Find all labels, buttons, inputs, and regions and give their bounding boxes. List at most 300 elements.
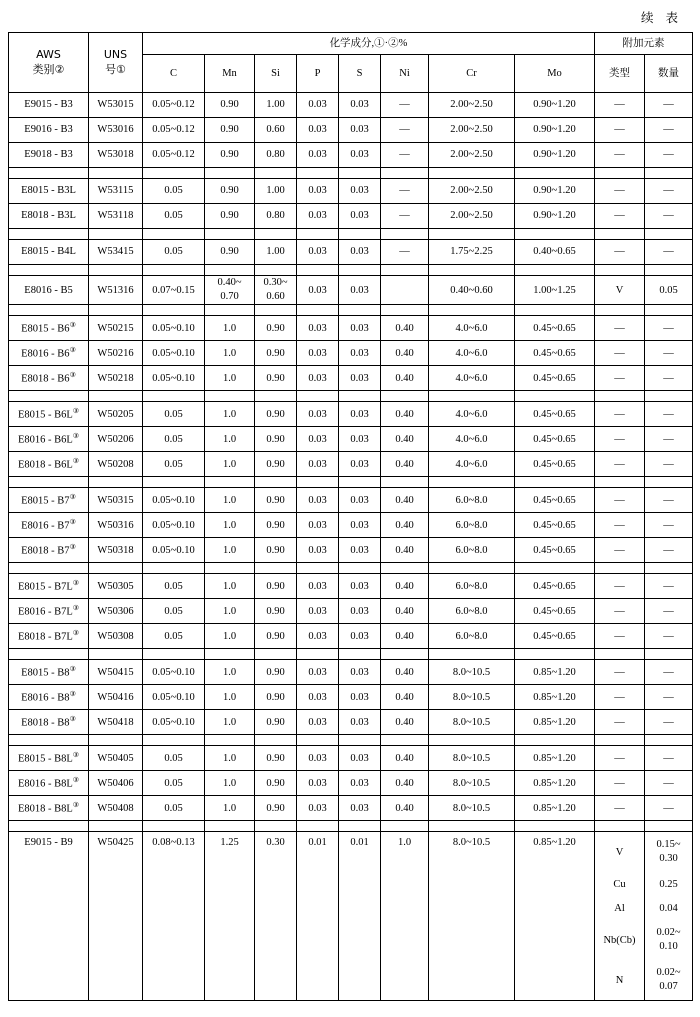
spacer-cell xyxy=(255,305,297,316)
group-spacer xyxy=(9,735,693,746)
header-uns-line1: UNS xyxy=(103,47,128,61)
spacer-cell xyxy=(381,477,429,488)
spacer-cell xyxy=(205,229,255,240)
cell-si: 0.90 xyxy=(255,746,297,771)
cell-additional-type: — xyxy=(595,624,645,649)
cell-additional-qty: — xyxy=(645,796,693,821)
cell-aws-class: E9015 - B3 xyxy=(9,93,89,118)
spacer-cell xyxy=(429,229,515,240)
header-uns-line2: 号① xyxy=(105,62,126,76)
spacer-cell xyxy=(297,229,339,240)
cell-additional-qty: — xyxy=(645,179,693,204)
cell-uns-number: W53415 xyxy=(89,240,143,265)
spacer-cell xyxy=(429,168,515,179)
spacer-cell xyxy=(9,265,89,276)
cell-mo: 0.45~0.65 xyxy=(515,402,595,427)
cell-si: 1.00 xyxy=(255,179,297,204)
cell-additional-type: — xyxy=(595,341,645,366)
cell-additional-type: — xyxy=(595,685,645,710)
table-row xyxy=(9,488,693,513)
spacer-cell xyxy=(645,265,693,276)
spacer-cell xyxy=(645,168,693,179)
cell-ni: — xyxy=(381,179,429,204)
cell-aws-class: E8016 - B7③ xyxy=(9,513,89,538)
cell-c: 0.05~0.10 xyxy=(143,316,205,341)
cell-aws-class: E8018 - B8③ xyxy=(9,710,89,735)
cell-mn: 0.90 xyxy=(205,93,255,118)
cell-mn: 1.25 xyxy=(205,832,255,1001)
cell-additional-qty: 0.15~ 0.30 xyxy=(645,832,693,873)
spacer-cell xyxy=(205,305,255,316)
cell-aws-class: E8018 - B7③ xyxy=(9,538,89,563)
header-aws-line2: 类别② xyxy=(32,62,65,76)
cell-additional-qty: 0.02~ 0.10 xyxy=(645,920,693,960)
table-row xyxy=(9,832,693,873)
cell-additional-type: — xyxy=(595,746,645,771)
spacer-cell xyxy=(595,305,645,316)
header-aws-line1: AWS xyxy=(36,47,61,61)
header-element-mn: Mn xyxy=(205,55,255,93)
spacer-cell xyxy=(429,265,515,276)
cell-additional-type: — xyxy=(595,93,645,118)
spacer-cell xyxy=(515,477,595,488)
cell-ni: — xyxy=(381,240,429,265)
spacer-cell xyxy=(595,477,645,488)
cell-mo: 0.45~0.65 xyxy=(515,341,595,366)
cell-additional-qty: — xyxy=(645,204,693,229)
cell-additional-qty: — xyxy=(645,574,693,599)
cell-uns-number: W50416 xyxy=(89,685,143,710)
spacer-cell xyxy=(595,229,645,240)
spacer-cell xyxy=(645,735,693,746)
cell-additional-type: — xyxy=(595,452,645,477)
cell-mn: 1.0 xyxy=(205,710,255,735)
table-row xyxy=(9,143,693,168)
spacer-cell xyxy=(595,265,645,276)
cell-c: 0.05 xyxy=(143,240,205,265)
spacer-cell xyxy=(143,229,205,240)
spacer-cell xyxy=(645,305,693,316)
cell-si: 0.90 xyxy=(255,488,297,513)
table-row xyxy=(9,427,693,452)
cell-ni: 0.40 xyxy=(381,574,429,599)
cell-additional-type: — xyxy=(595,771,645,796)
table-row xyxy=(9,771,693,796)
cell-p: 0.03 xyxy=(297,624,339,649)
spacer-cell xyxy=(515,305,595,316)
cell-p: 0.03 xyxy=(297,427,339,452)
cell-uns-number: W50308 xyxy=(89,624,143,649)
cell-additional-type: Al xyxy=(595,896,645,920)
spacer-cell xyxy=(339,821,381,832)
cell-aws-class: E8015 - B8③ xyxy=(9,660,89,685)
header-element-s: S xyxy=(339,55,381,93)
spacer-cell xyxy=(205,735,255,746)
cell-additional-type: — xyxy=(595,538,645,563)
spacer-cell xyxy=(143,477,205,488)
group-spacer xyxy=(9,391,693,402)
cell-ni: 0.40 xyxy=(381,660,429,685)
group-spacer xyxy=(9,477,693,488)
cell-si: 0.90 xyxy=(255,513,297,538)
header-aws-class xyxy=(9,33,89,93)
cell-s: 0.03 xyxy=(339,452,381,477)
cell-c: 0.05 xyxy=(143,599,205,624)
spacer-cell xyxy=(515,735,595,746)
cell-s: 0.03 xyxy=(339,240,381,265)
cell-p: 0.03 xyxy=(297,685,339,710)
cell-s: 0.03 xyxy=(339,143,381,168)
cell-mn: 1.0 xyxy=(205,402,255,427)
cell-mo: 0.85~1.20 xyxy=(515,796,595,821)
cell-cr: 2.00~2.50 xyxy=(429,118,515,143)
cell-p: 0.03 xyxy=(297,93,339,118)
table-row xyxy=(9,118,693,143)
cell-si: 0.80 xyxy=(255,204,297,229)
spacer-cell xyxy=(297,735,339,746)
cell-additional-qty: — xyxy=(645,538,693,563)
spacer-cell xyxy=(255,735,297,746)
spacer-cell xyxy=(205,563,255,574)
cell-aws-class: E8015 - B4L xyxy=(9,240,89,265)
cell-ni: 0.40 xyxy=(381,624,429,649)
cell-mn: 0.90 xyxy=(205,240,255,265)
cell-p: 0.03 xyxy=(297,796,339,821)
cell-ni: 0.40 xyxy=(381,796,429,821)
cell-si: 0.90 xyxy=(255,366,297,391)
cell-mn: 0.90 xyxy=(205,179,255,204)
cell-s: 0.03 xyxy=(339,624,381,649)
cell-si: 0.90 xyxy=(255,452,297,477)
cell-c: 0.05~0.10 xyxy=(143,685,205,710)
cell-aws-class: E9018 - B3 xyxy=(9,143,89,168)
cell-mo: 0.45~0.65 xyxy=(515,488,595,513)
cell-additional-qty: 0.25 xyxy=(645,872,693,896)
cell-ni: 0.40 xyxy=(381,746,429,771)
table-row xyxy=(9,366,693,391)
cell-s: 0.01 xyxy=(339,832,381,1001)
spacer-cell xyxy=(255,391,297,402)
cell-p: 0.01 xyxy=(297,832,339,1001)
cell-si: 0.80 xyxy=(255,143,297,168)
header-additional-elements: 附加元素 xyxy=(595,33,693,55)
spacer-cell xyxy=(143,821,205,832)
cell-uns-number: W50408 xyxy=(89,796,143,821)
header-additional-type: 类型 xyxy=(595,55,645,93)
spacer-cell xyxy=(381,305,429,316)
cell-additional-type: — xyxy=(595,660,645,685)
cell-additional-qty: — xyxy=(645,366,693,391)
cell-si: 0.90 xyxy=(255,316,297,341)
cell-mo: 0.40~0.65 xyxy=(515,240,595,265)
cell-cr: 6.0~8.0 xyxy=(429,488,515,513)
cell-mn: 1.0 xyxy=(205,685,255,710)
cell-c: 0.05 xyxy=(143,452,205,477)
cell-mn: 1.0 xyxy=(205,366,255,391)
cell-uns-number: W50318 xyxy=(89,538,143,563)
cell-p: 0.03 xyxy=(297,118,339,143)
cell-additional-type: V xyxy=(595,276,645,305)
cell-mo: 0.90~1.20 xyxy=(515,143,595,168)
spacer-cell xyxy=(297,168,339,179)
cell-mo: 0.45~0.65 xyxy=(515,316,595,341)
cell-mn: 1.0 xyxy=(205,316,255,341)
cell-c: 0.07~0.15 xyxy=(143,276,205,305)
cell-s: 0.03 xyxy=(339,513,381,538)
cell-cr: 8.0~10.5 xyxy=(429,685,515,710)
cell-c: 0.05~0.10 xyxy=(143,341,205,366)
cell-p: 0.03 xyxy=(297,660,339,685)
cell-cr: 4.0~6.0 xyxy=(429,366,515,391)
cell-c: 0.05 xyxy=(143,771,205,796)
spacer-cell xyxy=(9,821,89,832)
cell-additional-type: — xyxy=(595,796,645,821)
cell-additional-qty: — xyxy=(645,341,693,366)
spacer-cell xyxy=(429,649,515,660)
table-row xyxy=(9,276,693,305)
spacer-cell xyxy=(255,229,297,240)
spacer-cell xyxy=(595,649,645,660)
cell-additional-qty: — xyxy=(645,488,693,513)
cell-si: 0.90 xyxy=(255,599,297,624)
cell-c: 0.05~0.10 xyxy=(143,710,205,735)
cell-mo: 0.45~0.65 xyxy=(515,538,595,563)
spacer-cell xyxy=(515,168,595,179)
header-chemical-composition: 化学成分,①·②% xyxy=(143,33,595,55)
cell-cr: 8.0~10.5 xyxy=(429,746,515,771)
cell-aws-class: E8018 - B6L③ xyxy=(9,452,89,477)
cell-aws-class: E8015 - B6③ xyxy=(9,316,89,341)
cell-cr: 2.00~2.50 xyxy=(429,143,515,168)
spacer-cell xyxy=(297,821,339,832)
table-row xyxy=(9,316,693,341)
cell-uns-number: W51316 xyxy=(89,276,143,305)
cell-uns-number: W50206 xyxy=(89,427,143,452)
cell-ni: — xyxy=(381,204,429,229)
cell-cr: 8.0~10.5 xyxy=(429,710,515,735)
spacer-cell xyxy=(89,229,143,240)
cell-mn: 1.0 xyxy=(205,452,255,477)
spacer-cell xyxy=(645,563,693,574)
spacer-cell xyxy=(381,265,429,276)
table-row xyxy=(9,574,693,599)
cell-aws-class: E8016 - B8③ xyxy=(9,685,89,710)
bottom-edge-left xyxy=(9,1001,595,1002)
spacer-cell xyxy=(205,477,255,488)
table-row xyxy=(9,240,693,265)
cell-c: 0.05 xyxy=(143,427,205,452)
cell-ni: — xyxy=(381,143,429,168)
cell-mn: 1.0 xyxy=(205,427,255,452)
cell-cr: 8.0~10.5 xyxy=(429,771,515,796)
cell-p: 0.03 xyxy=(297,366,339,391)
cell-cr: 4.0~6.0 xyxy=(429,316,515,341)
spacer-cell xyxy=(255,477,297,488)
cell-additional-qty: — xyxy=(645,402,693,427)
group-spacer xyxy=(9,649,693,660)
spacer-cell xyxy=(381,563,429,574)
header-element-mo: Mo xyxy=(515,55,595,93)
cell-ni: 0.40 xyxy=(381,316,429,341)
cell-uns-number: W50418 xyxy=(89,710,143,735)
cell-cr: 8.0~10.5 xyxy=(429,660,515,685)
bottom-edge-right xyxy=(595,1001,693,1002)
cell-mn: 1.0 xyxy=(205,513,255,538)
cell-additional-type: Cu xyxy=(595,872,645,896)
cell-mo: 0.45~0.65 xyxy=(515,366,595,391)
cell-c: 0.05 xyxy=(143,402,205,427)
spacer-cell xyxy=(9,305,89,316)
cell-aws-class: E9015 - B9 xyxy=(9,832,89,1001)
spacer-cell xyxy=(595,168,645,179)
cell-p: 0.03 xyxy=(297,316,339,341)
spacer-cell xyxy=(645,821,693,832)
spacer-cell xyxy=(143,168,205,179)
cell-aws-class: E8018 - B3L xyxy=(9,204,89,229)
spacer-cell xyxy=(89,821,143,832)
cell-cr: 0.40~0.60 xyxy=(429,276,515,305)
cell-additional-qty: — xyxy=(645,624,693,649)
table-row xyxy=(9,599,693,624)
spacer-cell xyxy=(89,168,143,179)
cell-p: 0.03 xyxy=(297,452,339,477)
cell-aws-class: E8015 - B6L③ xyxy=(9,402,89,427)
cell-si: 0.90 xyxy=(255,796,297,821)
cell-cr: 2.00~2.50 xyxy=(429,93,515,118)
cell-mo: 0.90~1.20 xyxy=(515,179,595,204)
spacer-cell xyxy=(143,735,205,746)
cell-aws-class: E8015 - B8L③ xyxy=(9,746,89,771)
spacer-cell xyxy=(645,391,693,402)
spacer-cell xyxy=(381,821,429,832)
table-row xyxy=(9,452,693,477)
table-row xyxy=(9,710,693,735)
spacer-cell xyxy=(89,265,143,276)
cell-c: 0.05 xyxy=(143,746,205,771)
cell-mo: 0.85~1.20 xyxy=(515,710,595,735)
cell-c: 0.05 xyxy=(143,574,205,599)
cell-cr: 4.0~6.0 xyxy=(429,402,515,427)
spacer-cell xyxy=(297,477,339,488)
cell-cr: 8.0~10.5 xyxy=(429,796,515,821)
cell-uns-number: W50405 xyxy=(89,746,143,771)
header-element-p: P xyxy=(297,55,339,93)
cell-mo: 0.45~0.65 xyxy=(515,574,595,599)
cell-c: 0.05 xyxy=(143,796,205,821)
spacer-cell xyxy=(297,391,339,402)
cell-s: 0.03 xyxy=(339,746,381,771)
cell-s: 0.03 xyxy=(339,427,381,452)
spacer-cell xyxy=(9,229,89,240)
cell-s: 0.03 xyxy=(339,93,381,118)
cell-mo: 0.45~0.65 xyxy=(515,624,595,649)
cell-p: 0.03 xyxy=(297,179,339,204)
table-row xyxy=(9,179,693,204)
spacer-cell xyxy=(515,649,595,660)
cell-ni: 0.40 xyxy=(381,599,429,624)
cell-si: 0.90 xyxy=(255,660,297,685)
cell-mo: 0.90~1.20 xyxy=(515,93,595,118)
cell-mn: 1.0 xyxy=(205,488,255,513)
cell-c: 0.05~0.12 xyxy=(143,118,205,143)
cell-c: 0.05~0.10 xyxy=(143,366,205,391)
cell-additional-qty: — xyxy=(645,710,693,735)
cell-uns-number: W50205 xyxy=(89,402,143,427)
spacer-cell xyxy=(515,265,595,276)
cell-mn: 1.0 xyxy=(205,796,255,821)
spacer-cell xyxy=(9,168,89,179)
spacer-cell xyxy=(381,391,429,402)
spacer-cell xyxy=(429,391,515,402)
spacer-cell xyxy=(381,229,429,240)
cell-additional-qty: — xyxy=(645,427,693,452)
cell-mo: 0.45~0.65 xyxy=(515,513,595,538)
table-row xyxy=(9,513,693,538)
cell-cr: 6.0~8.0 xyxy=(429,624,515,649)
spacer-cell xyxy=(339,563,381,574)
cell-c: 0.05~0.12 xyxy=(143,93,205,118)
cell-uns-number: W50305 xyxy=(89,574,143,599)
cell-uns-number: W53016 xyxy=(89,118,143,143)
cell-p: 0.03 xyxy=(297,276,339,305)
cell-p: 0.03 xyxy=(297,204,339,229)
cell-si: 0.90 xyxy=(255,402,297,427)
cell-si: 0.90 xyxy=(255,341,297,366)
cell-additional-type: — xyxy=(595,118,645,143)
spacer-cell xyxy=(645,649,693,660)
chemical-composition-table xyxy=(8,32,693,1001)
table-row xyxy=(9,341,693,366)
cell-aws-class: E8016 - B6L③ xyxy=(9,427,89,452)
cell-c: 0.05~0.10 xyxy=(143,488,205,513)
spacer-cell xyxy=(429,821,515,832)
spacer-cell xyxy=(205,168,255,179)
cell-additional-qty: — xyxy=(645,771,693,796)
spacer-cell xyxy=(9,477,89,488)
cell-si: 0.90 xyxy=(255,574,297,599)
cell-additional-type: Nb(Cb) xyxy=(595,920,645,960)
cell-aws-class: E8016 - B6③ xyxy=(9,341,89,366)
cell-uns-number: W50425 xyxy=(89,832,143,1001)
cell-additional-qty: — xyxy=(645,316,693,341)
cell-ni xyxy=(381,276,429,305)
cell-additional-type: N xyxy=(595,960,645,1001)
cell-mo: 0.45~0.65 xyxy=(515,599,595,624)
cell-additional-type: — xyxy=(595,316,645,341)
spacer-cell xyxy=(339,649,381,660)
group-spacer xyxy=(9,265,693,276)
cell-cr: 6.0~8.0 xyxy=(429,599,515,624)
cell-p: 0.03 xyxy=(297,538,339,563)
spacer-cell xyxy=(429,477,515,488)
table-header-row-1 xyxy=(9,33,693,55)
cell-p: 0.03 xyxy=(297,402,339,427)
cell-additional-qty: 0.05 xyxy=(645,276,693,305)
cell-aws-class: E8015 - B7L③ xyxy=(9,574,89,599)
table-bottom-edge xyxy=(9,1001,693,1002)
cell-c: 0.05~0.10 xyxy=(143,660,205,685)
cell-c: 0.08~0.13 xyxy=(143,832,205,1001)
cell-s: 0.03 xyxy=(339,341,381,366)
cell-s: 0.03 xyxy=(339,660,381,685)
cell-aws-class: E8018 - B7L③ xyxy=(9,624,89,649)
cell-mo: 0.45~0.65 xyxy=(515,452,595,477)
cell-s: 0.03 xyxy=(339,366,381,391)
cell-uns-number: W50306 xyxy=(89,599,143,624)
cell-p: 0.03 xyxy=(297,574,339,599)
cell-mo: 0.85~1.20 xyxy=(515,746,595,771)
cell-mn: 1.0 xyxy=(205,660,255,685)
